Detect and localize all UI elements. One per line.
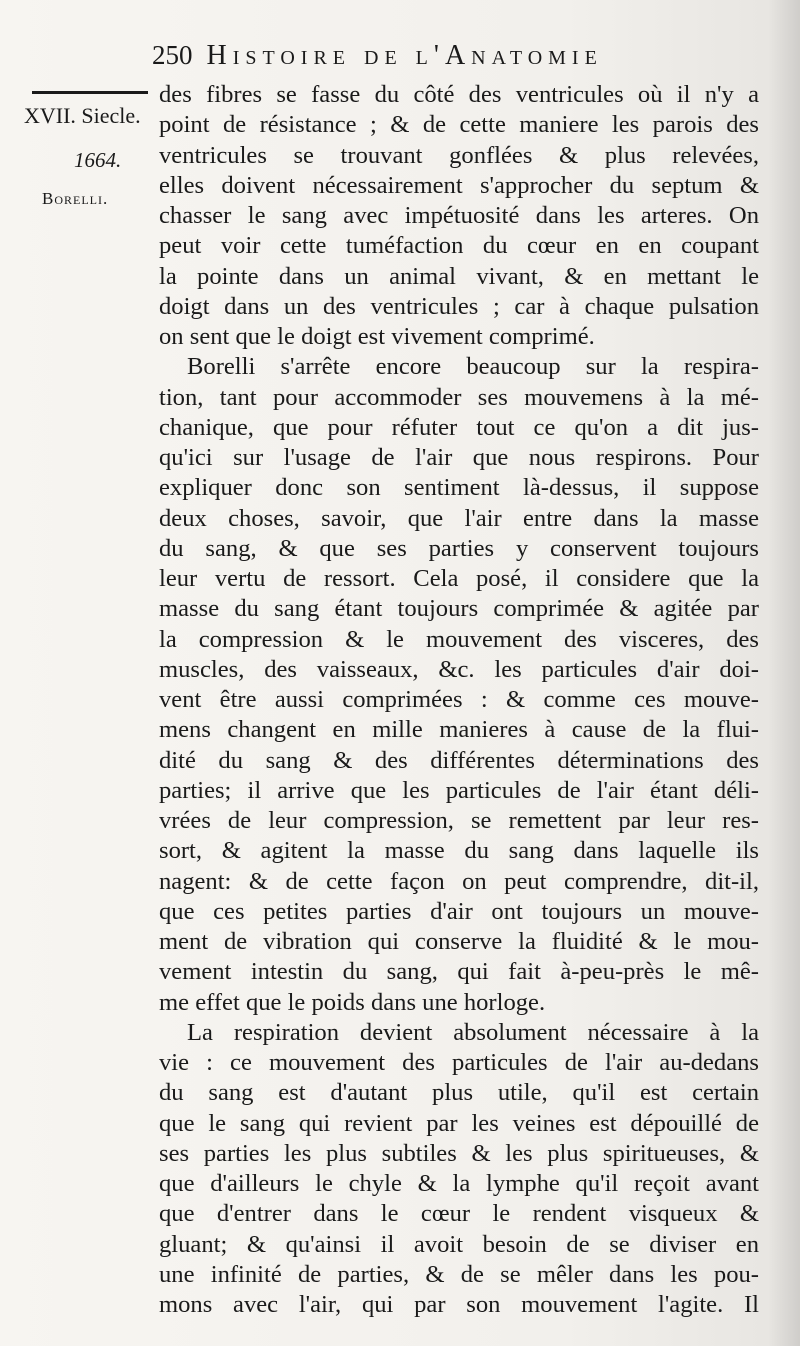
margin-year: 1664. [74,148,122,172]
margin-rule [32,91,148,94]
text-line: point de résistance ; & de cette maniere les parois des [159,111,759,139]
text-line: vie : ce mouvement des particules de l'air au-dedans [159,1049,759,1076]
text-line: qu'ici sur l'usage de l'air que nous respirons. Pour [159,444,759,471]
text-line: des fibres se fasse du côté des ventricules où il n'y a [159,81,759,108]
text-line: chasser le sang avec impétuosité dans les arteres. On [159,202,759,229]
text-line: que le sang qui revient par les veines est dépouillé de [159,1109,759,1137]
text-line: du sang, & que ses parties y conservent toujours [159,534,759,562]
text-line: masse du sang étant toujours comprimée & agitée par [159,595,759,623]
text-line: on sent que le doigt est vivement comprimé. [159,323,595,350]
text-line: nagent: & de cette façon on peut comprendre, dit-il, [159,867,759,895]
margin-century: XVII. Siecle. [24,103,141,128]
paragraph-start-line: La respiration devient absolument nécessaire à la [187,1018,759,1046]
page-number: 250 [152,40,193,70]
margin-author: Borelli. [42,189,109,208]
text-line: la pointe dans un animal vivant, & en mettant le [159,262,759,290]
text-line: vrées de leur compression, se remettent par leur res- [159,807,759,834]
running-title: Histoire de l'Anatomie [206,40,603,71]
text-line: leur vertu de ressort. Cela posé, il considere que la [159,565,759,592]
text-line: ment de vibration qui conserve la fluidité & le mou- [159,928,759,955]
text-line: vement intestin du sang, qui fait à-peu-près le mê- [159,958,759,986]
text-line: me effet que le poids dans une horloge. [159,988,546,1016]
text-line: du sang est d'autant plus utile, qu'il est certain [159,1079,759,1107]
text-line: la compression & le mouvement des visceres, des [159,625,759,653]
paragraph-start-line: Borelli s'arrête encore beaucoup sur la respira- [187,353,759,381]
text-line: doigt dans un des ventricules ; car à chaque pulsation [159,292,759,320]
text-line: deux choses, savoir, que l'air entre dans la masse [159,504,759,532]
text-line: elles doivent nécessairement s'approcher du septum & [159,171,759,199]
text-line: ventricules se trouvant gonflées & plus relevées, [159,141,759,169]
text-line: ses parties les plus subtiles & les plus spiritueuses, & [159,1139,759,1167]
page-header [152,40,762,76]
text-line: que ces petites parties d'air ont toujours un mouve- [159,897,759,925]
text-line: sort, & agitent la masse du sang dans laquelle ils [159,837,759,865]
text-line: expliquer donc son sentiment là-dessus, il suppose [159,474,759,502]
text-line: mens changent en mille manieres à cause de la flui- [159,716,759,744]
text-line: que d'entrer dans le cœur le rendent visqueux & [159,1200,759,1228]
text-line: que d'ailleurs le chyle & la lymphe qu'il reçoit avant [159,1170,759,1197]
text-line: vent être aussi comprimées : & comme ces mouve- [159,686,759,713]
text-line: tion, tant pour accommoder ses mouvemens à la mé- [159,383,759,411]
text-line: gluant; & qu'ainsi il avoit besoin de se diviser en [159,1230,759,1258]
text-line: muscles, des vaisseaux, &c. les particules d'air doi- [159,655,759,683]
text-line: parties; il arrive que les particules de l'air étant déli- [159,776,759,804]
text-line: mons avec l'air, qui par son mouvement l'agite. Il [159,1291,759,1318]
body-text [159,80,759,1320]
text-line: chanique, que pour réfuter tout ce qu'on a dit jus- [159,413,759,441]
text-line: dité du sang & des différentes déterminations des [159,746,759,774]
text-line: peut voir cette tuméfaction du cœur en en coupant [159,232,759,260]
text-line: une infinité de parties, & de se mêler dans les pou- [159,1260,759,1288]
